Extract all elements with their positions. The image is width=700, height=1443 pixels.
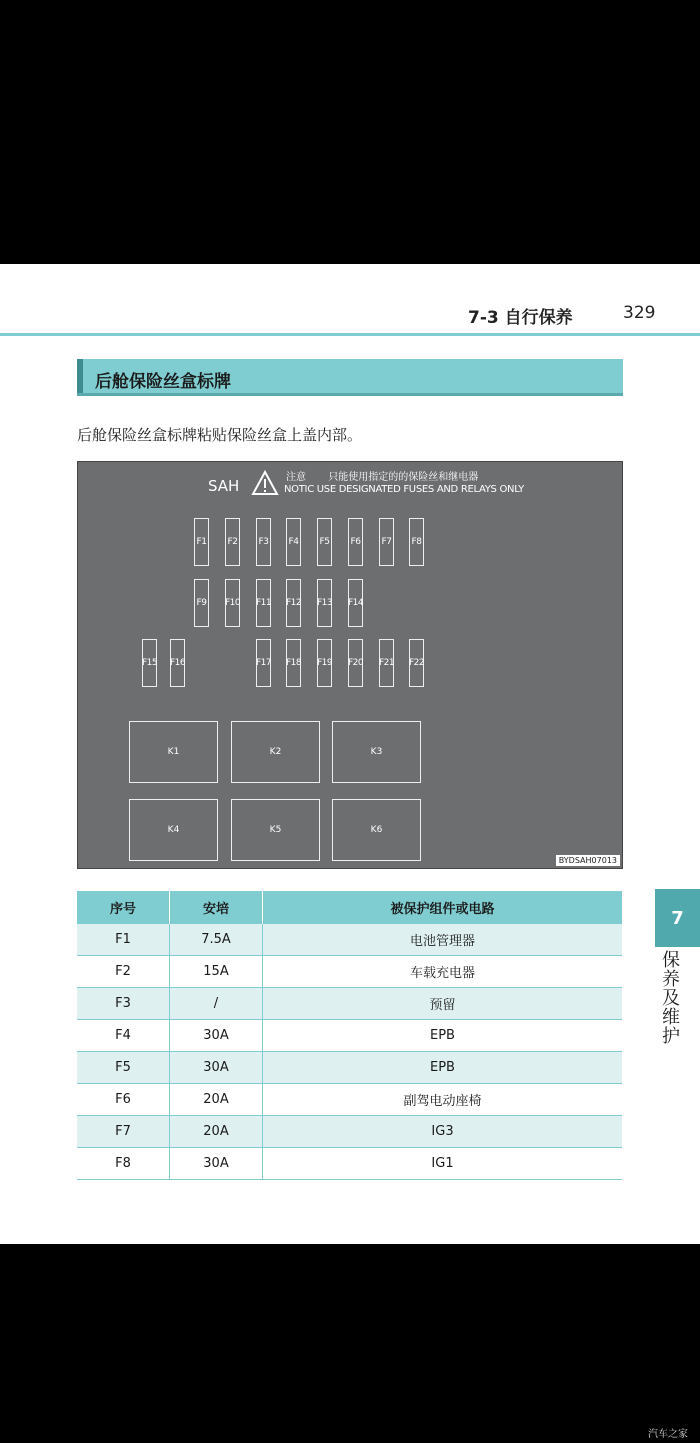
cell-fuse: F2 bbox=[77, 956, 170, 988]
cell-amperage: 20A bbox=[170, 1084, 263, 1116]
cell-fuse: F6 bbox=[77, 1084, 170, 1116]
table-row bbox=[77, 1084, 622, 1116]
cell-amperage: 20A bbox=[170, 1116, 263, 1148]
fuse-f9: F9 bbox=[194, 579, 209, 627]
relay-k3: K3 bbox=[332, 721, 421, 783]
chapter-tab-label: 保养及维护 bbox=[659, 950, 680, 1045]
table-row bbox=[77, 1116, 622, 1148]
fuse-f5: F5 bbox=[317, 518, 332, 566]
col-header-number: 序号 bbox=[77, 891, 170, 924]
cell-circuit: 车载充电器 bbox=[263, 956, 623, 988]
fuse-f4: F4 bbox=[286, 518, 301, 566]
cell-circuit: EPB bbox=[263, 1020, 623, 1052]
fuse-f13: F13 bbox=[317, 579, 332, 627]
fuse-f19: F19 bbox=[317, 639, 332, 687]
notice-cn: 注意 只能使用指定的的保险丝和继电器 bbox=[286, 472, 479, 483]
cell-fuse: F5 bbox=[77, 1052, 170, 1084]
fuse-f8: F8 bbox=[409, 518, 424, 566]
fuse-table bbox=[77, 891, 622, 1180]
fuse-f11: F11 bbox=[256, 579, 271, 627]
warning-icon bbox=[251, 470, 279, 496]
fuse-f10: F10 bbox=[225, 579, 240, 627]
fuse-f1: F1 bbox=[194, 518, 209, 566]
cell-circuit: IG1 bbox=[263, 1148, 623, 1180]
chapter-title: 7-3 自行保养 bbox=[468, 308, 573, 328]
cell-circuit: EPB bbox=[263, 1052, 623, 1084]
relay-k1: K1 bbox=[129, 721, 218, 783]
fuse-f3: F3 bbox=[256, 518, 271, 566]
relay-k6: K6 bbox=[332, 799, 421, 861]
fuse-f6: F6 bbox=[348, 518, 363, 566]
fuse-f21: F21 bbox=[379, 639, 394, 687]
cell-fuse: F1 bbox=[77, 924, 170, 956]
cell-amperage: 7.5A bbox=[170, 924, 263, 956]
fuse-box-diagram bbox=[77, 461, 623, 869]
table-row bbox=[77, 956, 622, 988]
header-divider bbox=[0, 333, 700, 336]
cell-circuit: 电池管理器 bbox=[263, 924, 623, 956]
col-header-circuit: 被保护组件或电路 bbox=[263, 891, 623, 924]
table-row bbox=[77, 1148, 622, 1180]
notice-en: NOTIC USE DESIGNATED FUSES AND RELAYS ONLY bbox=[284, 484, 524, 495]
diagram-label: SAH bbox=[208, 477, 240, 495]
fuse-f17: F17 bbox=[256, 639, 271, 687]
relay-k5: K5 bbox=[231, 799, 320, 861]
cell-amperage: 15A bbox=[170, 956, 263, 988]
section-heading bbox=[77, 359, 623, 396]
col-header-amperage: 安培 bbox=[170, 891, 263, 924]
relay-k4: K4 bbox=[129, 799, 218, 861]
cell-circuit: 副驾电动座椅 bbox=[263, 1084, 623, 1116]
fuse-f22: F22 bbox=[409, 639, 424, 687]
relay-k2: K2 bbox=[231, 721, 320, 783]
fuse-f14: F14 bbox=[348, 579, 363, 627]
cell-fuse: F8 bbox=[77, 1148, 170, 1180]
cell-amperage: 30A bbox=[170, 1148, 263, 1180]
watermark: 汽车之家 bbox=[648, 1429, 688, 1440]
diagram-code: BYDSAH07013 bbox=[556, 855, 620, 866]
cell-circuit: IG3 bbox=[263, 1116, 623, 1148]
section-title: 后舱保险丝盒标牌 bbox=[95, 372, 231, 392]
table-row bbox=[77, 1020, 622, 1052]
cell-circuit: 预留 bbox=[263, 988, 623, 1020]
cell-fuse: F3 bbox=[77, 988, 170, 1020]
table-row bbox=[77, 924, 622, 956]
cell-amperage: / bbox=[170, 988, 263, 1020]
table-row bbox=[77, 988, 622, 1020]
cell-amperage: 30A bbox=[170, 1052, 263, 1084]
fuse-f7: F7 bbox=[379, 518, 394, 566]
page-number: 329 bbox=[623, 303, 656, 323]
chapter-tab[interactable]: 7 bbox=[655, 889, 700, 947]
cell-fuse: F7 bbox=[77, 1116, 170, 1148]
fuse-f16: F16 bbox=[170, 639, 185, 687]
table-row bbox=[77, 1052, 622, 1084]
fuse-f2: F2 bbox=[225, 518, 240, 566]
table-header-row bbox=[77, 891, 622, 924]
section-accent bbox=[77, 359, 83, 393]
fuse-f15: F15 bbox=[142, 639, 157, 687]
cell-amperage: 30A bbox=[170, 1020, 263, 1052]
cell-fuse: F4 bbox=[77, 1020, 170, 1052]
fuse-f18: F18 bbox=[286, 639, 301, 687]
section-intro: 后舱保险丝盒标牌粘贴保险丝盒上盖内部。 bbox=[77, 426, 363, 444]
fuse-f20: F20 bbox=[348, 639, 363, 687]
fuse-f12: F12 bbox=[286, 579, 301, 627]
